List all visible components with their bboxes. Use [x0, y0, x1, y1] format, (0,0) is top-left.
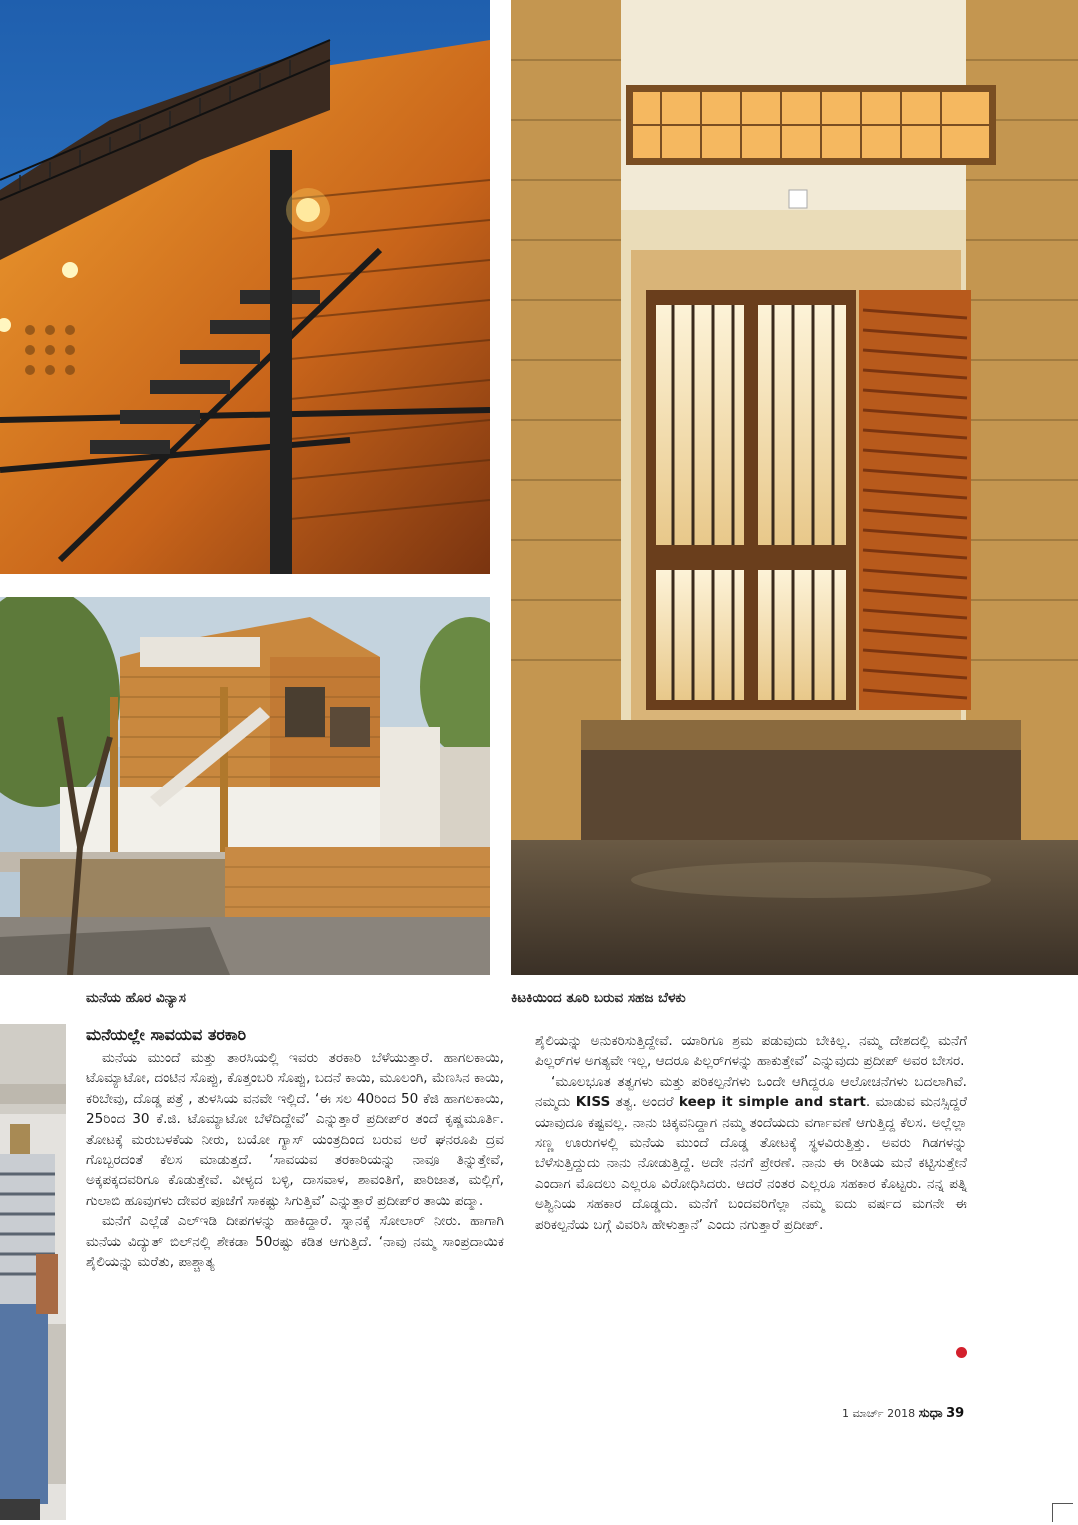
- end-of-article-mark: [956, 1347, 967, 1358]
- kiss-text-c: . ಮಾಡುವ ಮನಸ್ಸಿದ್ದರೆ ಯಾವುದೂ ಕಷ್ಟವಲ್ಲ. ನಾನು ಚಿಕ್ಕವನಿದ್ದಾಗ ನಮ್ಮ ತಂದೆಯದು ವರ್ಗಾವಣೆ ಆಗುತ್ತಿದ್ದ ಕೆಲಸ. ಅಲ್ಲೆಲ್ಲಾ ಸಣ್ಣ ಊರುಗಳಲ್ಲಿ ಮನೆಯ ಮುಂದೆ ದೊಡ್ಡ ತೋಟಕ್ಕೆ ಸ್ಥಳವಿರುತ್ತಿತ್ತು. ಅವರು ಗಿಡಗಳನ್ನು ಬೆಳೆಸುತ್ತಿದ್ದುದು ನಾನು ನೋಡುತ್ತಿದ್ದೆ. ಅದೇ ನನಗೆ ಪ್ರೇರಣೆ. ನಾನು ಈ ರೀತಿಯ ಮನೆ ಕಟ್ಟಿಸುತ್ತೇನೆ ಎಂದಾಗ ಮೊದಲು ಎಲ್ಲರೂ ವಿರೋಧಿಸಿದರು. ಆದರೆ ನಂತರ ಎಲ್ಲರೂ ಸಹಕಾರ ಕೊಟ್ಟರು. ನನ್ನ ಪತ್ನಿ ಅಶ್ವಿನಿಯ ಸಹಕಾರ ದೊಡ್ಡದು. ಮನೆಗೆ ಬಂದವರಿಗೆಲ್ಲಾ ನಮ್ಮ ಐದು ವರ್ಷದ ಮಗನೇ ಈ ಪರಿಕಲ್ಪನೆಯ ಬಗ್ಗೆ ವಿವರಿಸಿ ಹೇಳುತ್ತಾನೆ’ ಎಂದು ನಗುತ್ತಾರೆ ಪ್ರದೀಪ್.: [535, 1094, 967, 1233]
- folio-magazine: ಸುಧಾ: [918, 1406, 943, 1421]
- paragraph-style-continued: ಶೈಲಿಯನ್ನು ಅನುಕರಿಸುತ್ತಿದ್ದೇವೆ. ಯಾರಿಗೂ ಶ್ರಮ ಪಡುವುದು ಬೇಕಿಲ್ಲ. ನಮ್ಮ ದೇಶದಲ್ಲಿ ಮನೆಗೆ ಪಿಲ್ಲರ್‌ಗಳ ಅಗತ್ಯವೇ ಇಲ್ಲ, ಆದರೂ ಪಿಲ್ಲರ್‌ಗಳನ್ನು ಹಾಕುತ್ತೇವೆ’ ಎನ್ನುವುದು ಪ್ರದೀಪ್ ಅವರ ಬೇಸರ.: [535, 1033, 967, 1070]
- kiss-motto: keep it simple and start: [678, 1094, 866, 1111]
- article-column-2: [535, 1031, 967, 1235]
- paragraph-electricity: ಮನೆಗೆ ಎಲ್ಲೆಡೆ ಎಲ್‌ಇಡಿ ದೀಪಗಳನ್ನು ಹಾಕಿದ್ದಾರೆ. ಸ್ನಾನಕ್ಕೆ ಸೋಲಾರ್ ನೀರು. ಹಾಗಾಗಿ ಮನೆಯ ವಿದ್ಯುತ್ ಬಿಲ್‌ನಲ್ಲಿ ಶೇಕಡಾ 50ರಷ್ಟು ಕಡಿತ ಆಗುತ್ತಿದೆ. ‘ನಾವು ನಮ್ಮ ಸಾಂಪ್ರದಾಯಿಕ ಶೈಲಿಯನ್ನು ಮರೆತು, ಪಾಶ್ಚಾತ್ಯ: [86, 1213, 504, 1271]
- paragraph-kiss: [535, 1072, 967, 1235]
- exterior-caption: ಮನೆಯ ಹೊರ ವಿನ್ಯಾಸ: [86, 990, 186, 1006]
- crop-mark: [1052, 1503, 1073, 1522]
- folio-date: 1 ಮಾರ್ಚ್ 2018: [842, 1407, 916, 1420]
- article-column-1: [86, 1024, 504, 1272]
- page-folio: [842, 1406, 964, 1421]
- paragraph-vegetables: ಮನೆಯ ಮುಂದೆ ಮತ್ತು ತಾರಸಿಯಲ್ಲಿ ಇವರು ತರಕಾರಿ ಬೆಳೆಯುತ್ತಾರೆ. ಹಾಗಲಕಾಯಿ, ಟೊಮ್ಯಾಟೋ, ದಂಟಿನ ಸೊಪ್ಪು, ಕೊತ್ತಂಬರಿ ಸೊಪ್ಪು, ಬದನೆ ಕಾಯಿ, ಮೂಲಂಗಿ, ಮೆಣಸಿನ ಕಾಯಿ, ಕರಿಬೇವು, ದೊಡ್ಡ ಪತ್ರೆ , ತುಳಸಿಯ ವನವೇ ಇಲ್ಲಿದೆ. ‘ಈ ಸಲ 40ರಿಂದ 50 ಕೆಜಿ ಹಾಗಲಕಾಯಿ, 25ರಿಂದ 30 ಕೆ.ಜಿ. ಟೊಮ್ಯಾಟೋ ಬೆಳೆದಿದ್ದೇವೆ’ ಎನ್ನುತ್ತಾರೆ ಪ್ರದೀಪ್‌ರ ತಂದೆ ಕೃಷ್ಣಮೂರ್ತಿ. ತೋಟಕ್ಕೆ ಮರುಬಳಕೆಯ ನೀರು, ಬಯೋ ಗ್ಯಾಸ್ ಯಂತ್ರದಿಂದ ಬರುವ ಅರೆ ಘನರೂಪಿ ದ್ರವ ಗೊಬ್ಬರದಂತೆ ಕೆಲಸ ಮಾಡುತ್ತದೆ. ‘ಸಾವಯವ ತರಕಾರಿಯನ್ನು ನಾವೂ ತಿನ್ನುತ್ತೇವೆ, ಅಕ್ಕಪಕ್ಕದವರಿಗೂ ಕೊಡುತ್ತೇವೆ. ವೀಳ್ಯದ ಬಳ್ಳಿ, ದಾಸವಾಳ, ಶಾವಂತಿಗೆ, ಪಾರಿಜಾತ, ಮಲ್ಲಿಗೆ, ಗುಲಾಬಿ ಹೂವುಗಳು ದೇವರ ಪೂಜೆಗೆ ಸಾಕಷ್ಟು ಸಿಗುತ್ತಿವೆ’ ಎನ್ನುತ್ತಾರೆ ಪ್ರದೀಪ್‌ರ ತಾಯಿ ಪದ್ಮಾ.: [86, 1050, 504, 1209]
- article-heading: ಮನೆಯಲ್ಲೇ ಸಾವಯವ ತರಕಾರಿ: [86, 1025, 247, 1044]
- kiss-text-a: ‘ಮೂಲಭೂತ ತತ್ವಗಳು ಮತ್ತು ಪರಿಕಲ್ಪನೆಗಳು ಒಂದೇ ಆಗಿದ್ದರೂ ಆಲೋಚನೆಗಳು ಬದಲಾಗಿವೆ. ನಮ್ಮದು: [535, 1073, 967, 1111]
- folio-page-number: 39: [946, 1406, 965, 1421]
- window-caption: ಕಿಟಕಿಯಿಂದ ತೂರಿ ಬರುವ ಸಹಜ ಬೆಳಕು: [511, 990, 686, 1006]
- staircase-photo: [0, 0, 490, 574]
- kiss-text-b: ತತ್ವ. ಅಂದರೆ: [610, 1094, 679, 1111]
- kiss-acronym: KISS: [575, 1094, 611, 1111]
- person-cropped-photo: [0, 1024, 66, 1520]
- window-interior-photo: [511, 0, 1078, 975]
- house-exterior-photo: [0, 597, 490, 975]
